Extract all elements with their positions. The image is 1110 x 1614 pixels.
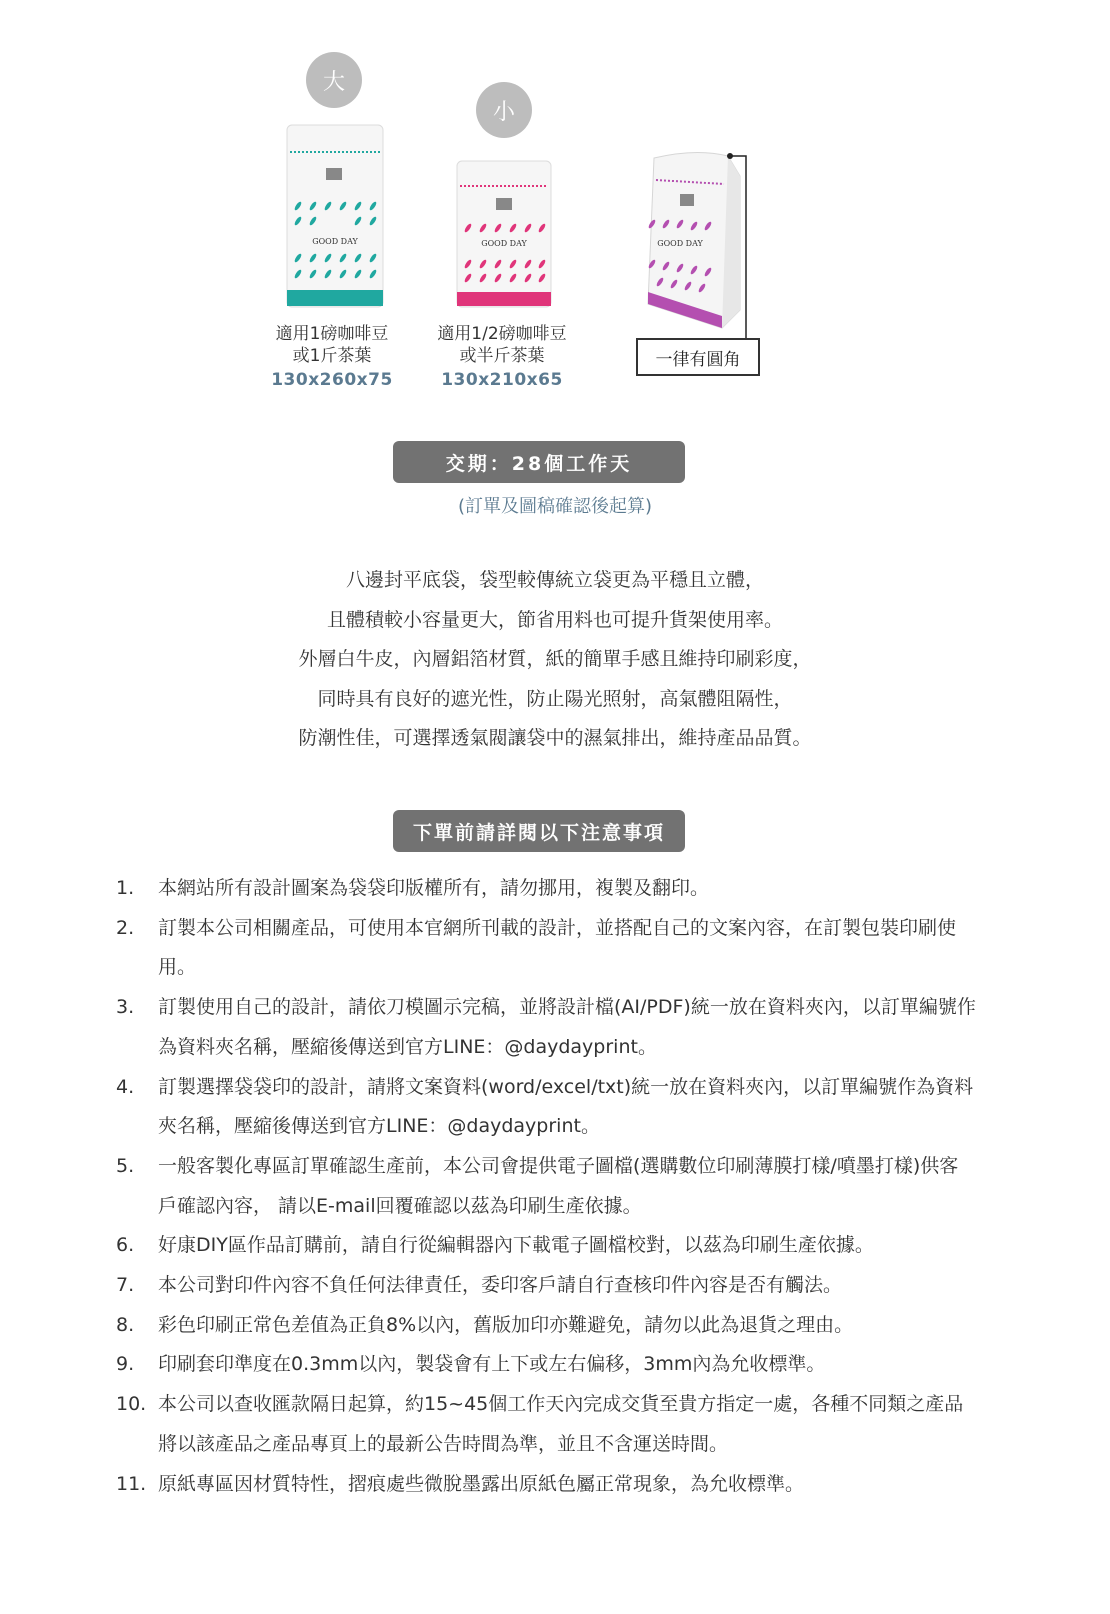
description-line: 外層白牛皮，內層鋁箔材質，紙的簡單手感且維持印刷彩度， <box>298 648 812 670</box>
notice-item <box>116 1306 976 1346</box>
notice-item-text: 彩色印刷正常色差值為正負8%以內，舊版加印亦難避免，請勿以此為退貨之理由。 <box>158 1313 854 1336</box>
delivery-note: (訂單及圖稿確認後起算) <box>457 496 653 517</box>
small-bag-dimensions: 130x210x65 <box>441 370 563 390</box>
description-line: 防潮性佳，可選擇透氣閥讓袋中的濕氣排出，維持產品品質。 <box>298 727 812 749</box>
notice-item-number: 8. <box>116 1313 135 1336</box>
notice-item <box>116 909 976 988</box>
notice-item-number: 9. <box>116 1353 135 1376</box>
notice-item <box>116 988 976 1067</box>
large-bag-caption-line1: 適用1磅咖啡豆 <box>275 324 389 344</box>
notice-title: 下單前請詳閱以下注意事項 <box>393 810 685 852</box>
notice-item-text: 本公司對印件內容不負任何法律責任，委印客戶請自行查核印件內容是否有觸法。 <box>158 1274 843 1297</box>
notice-item-number: 10. <box>116 1393 147 1416</box>
notice-item <box>116 1226 976 1266</box>
notice-item-text: 訂製選擇袋袋印的設計，請將文案資料(word/excel/txt)統一放在資料夾內，以訂單編號作為資料夾名稱，壓縮後傳送到官方LINE：@daydayprint。 <box>158 1075 974 1138</box>
product-description <box>0 561 1110 759</box>
notice-item-text: 原紙專區因材質特性，摺痕處些微脫墨露出原紙色屬正常現象，為允收標準。 <box>158 1472 805 1495</box>
description-line: 且體積較小容量更大，節省用料也可提升貨架使用率。 <box>326 608 783 631</box>
notice-item-number: 6. <box>116 1234 135 1257</box>
small-bag-caption-line2: 或半斤茶葉 <box>459 346 545 366</box>
small-bag-caption-line1: 適用1/2磅咖啡豆 <box>437 324 567 344</box>
notice-item-text: 訂製本公司相關產品，可使用本官網所刊載的設計，並搭配自己的文案內容，在訂製包裝印刷使用。 <box>158 916 957 979</box>
description-line: 同時具有良好的遮光性，防止陽光照射，高氣體阻隔性， <box>317 687 793 710</box>
small-bag-image <box>456 160 552 308</box>
size-badge-large: 大 <box>306 52 362 108</box>
notice-item <box>116 869 976 909</box>
notice-item-number: 1. <box>116 877 135 899</box>
notice-item <box>116 1266 976 1306</box>
notice-item <box>116 1465 976 1505</box>
notice-item-text: 印刷套印準度在0.3mm以內，製袋會有上下或左右偏移，3mm內為允收標準。 <box>158 1353 826 1376</box>
size-badge-small: 小 <box>476 82 532 138</box>
small-bag-label: GOOD DAY <box>481 239 527 248</box>
notice-item-number: 4. <box>116 1075 135 1098</box>
large-bag-image <box>286 124 384 308</box>
large-bag-caption <box>252 323 412 391</box>
notice-item <box>116 1345 976 1385</box>
large-bag-dimensions: 130x260x75 <box>271 370 393 390</box>
large-bag-caption-line2: 或1斤茶葉 <box>292 346 372 366</box>
delivery-time-badge: 交期：28個工作天 <box>393 441 685 483</box>
notice-item-text: 好康DIY區作品訂購前，請自行從編輯器內下載電子圖檔校對，以茲為印刷生產依據。 <box>158 1234 874 1257</box>
small-bag-caption <box>422 323 582 391</box>
rounded-corner-callout: 一律有圓角 <box>636 338 760 376</box>
rounded-bag-label: GOOD DAY <box>657 239 703 248</box>
notice-item-number: 3. <box>116 996 135 1019</box>
notice-item-text: 本公司以查收匯款隔日起算，約15~45個工作天內完成交貨至貴方指定一處，各種不同類之產品將以該產品之產品專頁上的最新公告時間為準，並且不含運送時間。 <box>158 1393 964 1455</box>
large-bag-label: GOOD DAY <box>312 237 358 246</box>
notice-item-text: 一般客製化專區訂單確認生產前，本公司會提供電子圖檔(選購數位印刷薄膜打樣/噴墨打樣)供客戶確認內容， 請以E-mail回覆確認以茲為印刷生產依據。 <box>158 1154 959 1217</box>
notice-item-number: 2. <box>116 916 135 939</box>
notice-list <box>116 869 976 1504</box>
notice-item-text: 本網站所有設計圖案為袋袋印版權所有，請勿挪用，複製及翻印。 <box>158 877 710 899</box>
notice-item <box>116 1385 976 1464</box>
notice-item <box>116 1068 976 1147</box>
description-line: 八邊封平底袋，袋型較傳統立袋更為平穩且立體， <box>345 569 764 591</box>
notice-item-number: 11. <box>116 1472 147 1495</box>
notice-item-number: 7. <box>116 1274 135 1297</box>
notice-item-number: 5. <box>116 1154 135 1177</box>
rounded-corner-bag-image <box>636 140 766 340</box>
notice-item <box>116 1147 976 1226</box>
notice-item-text: 訂製使用自己的設計，請依刀模圖示完稿，並將設計檔(AI/PDF)統一放在資料夾內，以訂單編號作為資料夾名稱，壓縮後傳送到官方LINE：@daydayprint。 <box>158 996 976 1058</box>
